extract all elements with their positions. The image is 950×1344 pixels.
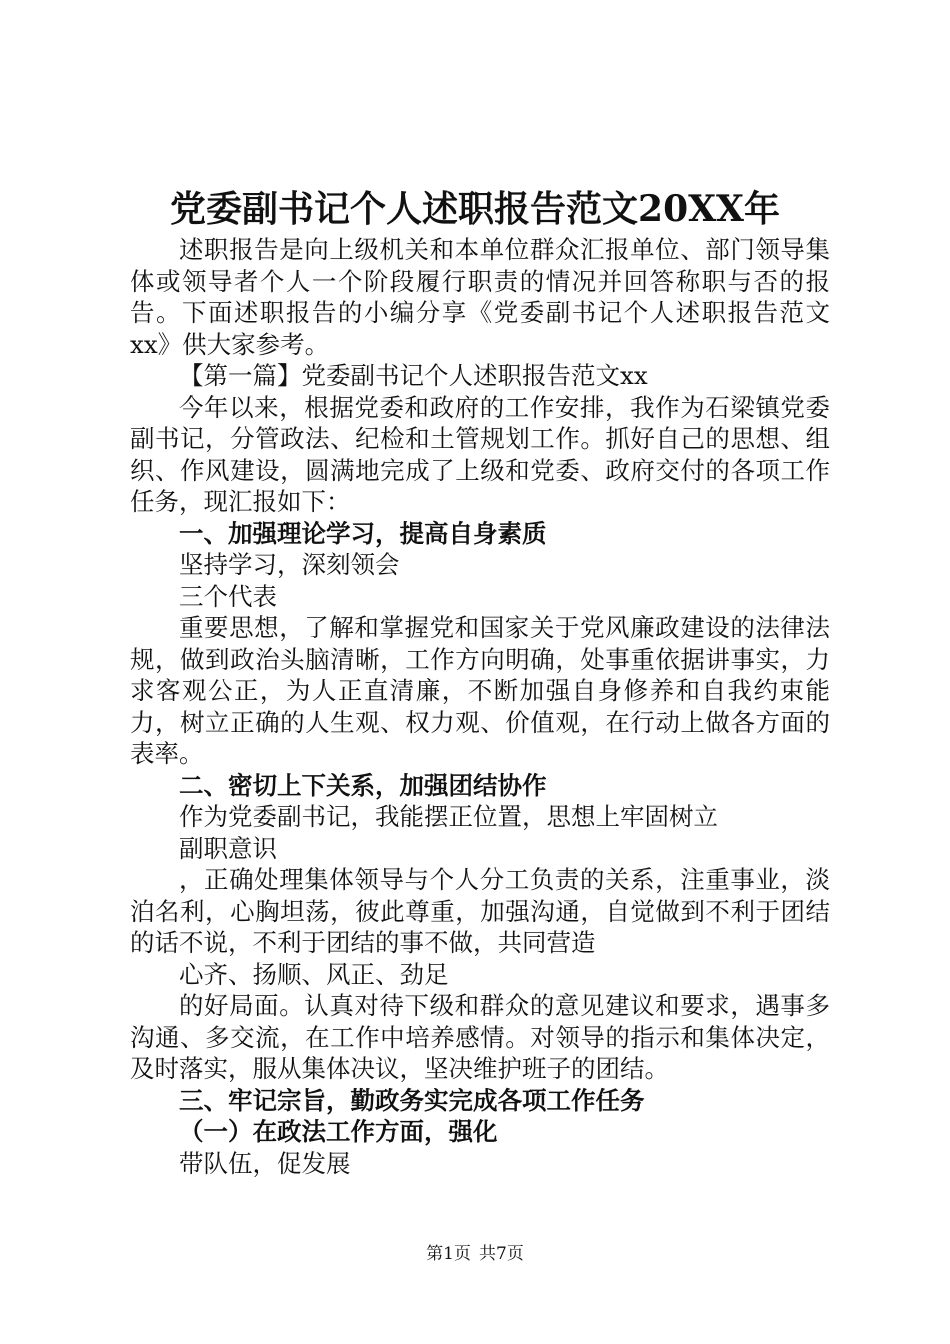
page-total: 共7页 xyxy=(479,1244,524,1264)
section-heading: 三、牢记宗旨，勤政务实完成各项工作任务 xyxy=(179,1085,645,1115)
body-paragraph: 重要思想，了解和掌握党和国家关于党风廉政建设的法律法规，做到政治头脑清晰，工作方向明确，处事重依据讲事实，力求客观公正，为人正直清廉，不断加强自身修养和自我约束能力，树立正确的人生观、权力观、价值观，在行动上做各方面的表率。 xyxy=(130,613,830,768)
subsection-heading: （一）在政法工作方面，强化 xyxy=(179,1117,498,1146)
body-paragraph: 作为党委副书记，我能摆正位置，思想上牢固树立 xyxy=(179,802,718,831)
body-paragraph: 今年以来，根据党委和政府的工作安排，我作为石梁镇党委副书记，分管政法、纪检和土管规划工作。抓好自己的思想、组织、作风建设，圆满地完成了上级和党委、政府交付的各项工作任务，现汇报如下： xyxy=(130,392,830,516)
section-heading: 二、密切上下关系，加强团结协作 xyxy=(179,770,547,800)
body-paragraph: 坚持学习，深刻领会 xyxy=(179,550,400,579)
body-paragraph: 带队伍，促发展 xyxy=(179,1148,351,1178)
body-paragraph: ，正确处理集体领导与个人分工负责的关系，注重事业，淡泊名利，心胸坦荡，彼此尊重，加强沟通，自觉做到不利于团结的话不说，不利于团结的事不做，共同营造 xyxy=(130,865,830,957)
body-paragraph: 的好局面。认真对待下级和群众的意见建议和要求，遇事多沟通、多交流，在工作中培养感情。对领导的指示和集体决定，及时落实，服从集体决议，坚决维护班子的团结。 xyxy=(130,991,830,1083)
page-number: 第1页 xyxy=(426,1244,471,1264)
document-body xyxy=(130,234,830,1179)
body-paragraph: 副职意识 xyxy=(179,833,277,863)
article-heading: 【第一篇】党委副书记个人述职报告范文xx xyxy=(179,361,648,390)
body-paragraph: 心齐、扬顺、风正、劲足 xyxy=(179,959,449,989)
document-title: 党委副书记个人述职报告范文20XX年 xyxy=(170,188,780,230)
section-heading: 一、加强理论学习，提高自身素质 xyxy=(179,518,547,548)
page-footer xyxy=(0,1243,950,1265)
body-paragraph: 三个代表 xyxy=(179,581,277,611)
intro-paragraph: 述职报告是向上级机关和本单位群众汇报单位、部门领导集体或领导者个人一个阶段履行职责的情况并回答称职与否的报告。下面述职报告的小编分享《党委副书记个人述职报告范文xx》供大家参考。 xyxy=(130,235,830,359)
